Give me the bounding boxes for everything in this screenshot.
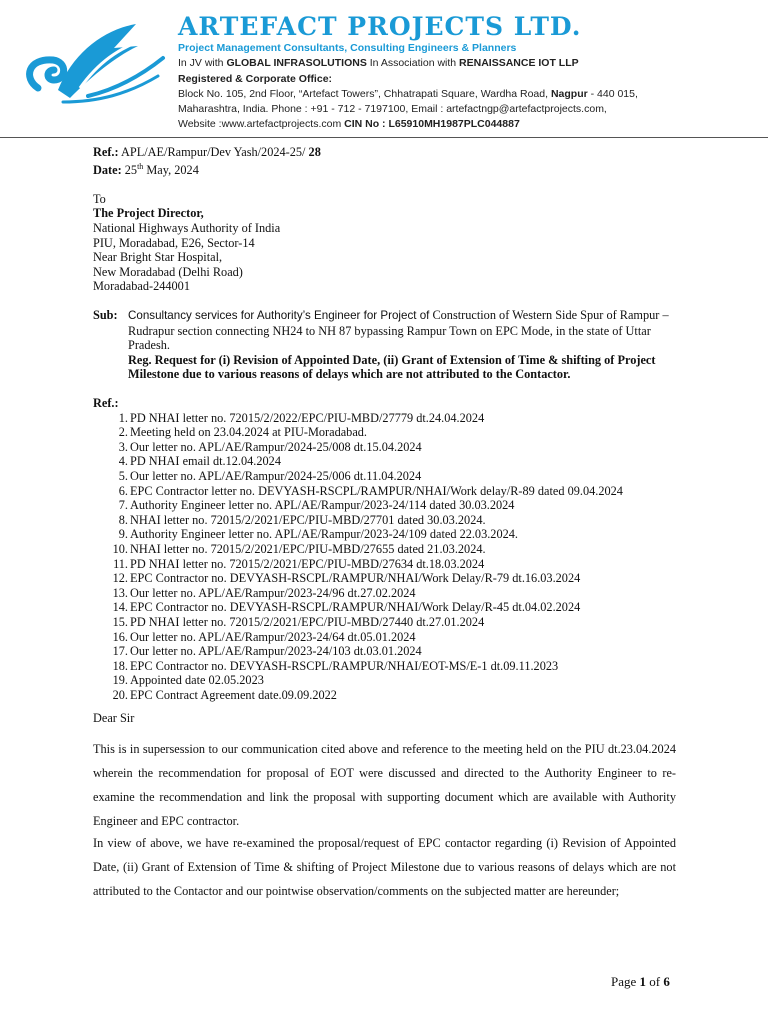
page-number: Page 1 of 6 [611,974,670,989]
reference-text: PD NHAI letter no. 72015/2/2021/EPC/PIU-MBD/27440 dt.27.01.2024 [130,614,485,629]
paragraph-1: This is in supersession to our communication cited above and reference to the meeting held on the PIU dt.23.04.2024 wherein the recommendation for proposal of EOT were discussed and directed to the Authority Engineer to re-examine the recommendation and link the proposal with supporting document which are available with Authority Engineer and EPC contractor. [93,742,676,828]
reference-text: Appointed date 02.05.2023 [130,673,264,688]
reference-item [93,615,683,630]
reference-number: 16. [112,629,128,644]
reference-text: NHAI letter no. 72015/2/2021/EPC/PIU-MBD/27701 dated 30.03.2024. [130,512,486,527]
reference-item [93,425,683,440]
reference-item [93,411,683,426]
reference-number: 19. [112,673,128,688]
company-name: ARTEFACT PROJECTS LTD. [178,12,582,41]
reference-text: Our letter no. APL/AE/Rampur/2024-25/008 dt.15.04.2024 [130,439,422,454]
address-line-1: Block No. 105, 2nd Floor, “Artefact Towers”, Chhatrapati Square, Wardha Road, Nagpur - 440 015, [178,88,638,100]
reference-text: NHAI letter no. 72015/2/2021/EPC/PIU-MBD/27655 dated 21.03.2024. [130,541,486,556]
reference-number: 12. [112,571,128,586]
references-list [93,396,683,702]
reference-item [93,557,683,572]
recipient-line: National Highways Authority of India [93,221,281,236]
reference-item [93,469,683,484]
reference-text: EPC Contractor no. DEVYASH-RSCPL/RAMPUR/NHAI/Work Delay/R-45 dt.04.02.2024 [130,600,581,615]
reference-item [93,644,683,659]
reference-text: Our letter no. APL/AE/Rampur/2023-24/96 dt.27.02.2024 [130,585,416,600]
reference-text: PD NHAI letter no. 72015/2/2022/EPC/PIU-MBD/27779 dt.24.04.2024 [130,410,485,425]
reference-item [93,571,683,586]
reference-item [93,630,683,645]
date-line: Date: 25th May, 2024 [93,161,199,177]
office-label: Registered & Corporate Office: [178,73,333,85]
subject-text: Consultancy services for Authority’s Engineer for Project of Construction of Western Side Spur of Rampur – Rudrapur section connecting NH24 to NH 87 bypassing Rampur Town on EPC Mode, in the state of Uttar Pradesh. Reg. Request for (i) Revision of Appointed Date, (ii) Grant of Extension of Time & shifting of Project Milestone due to various reasons of delays which are not attributed to the Contactor. [128,308,678,382]
reference-text: EPC Contractor letter no. DEVYASH-RSCPL/RAMPUR/NHAI/Work delay/R-89 dated 09.04.2024 [130,483,623,498]
reference-number: 14. [112,600,128,615]
reference-number: 10. [112,541,128,556]
reference-number: 4. [118,454,128,469]
company-tagline: Project Management Consultants, Consulting Engineers & Planners [178,42,517,54]
reference-item [93,542,683,557]
reference-number: 2. [118,425,128,440]
reference-item [93,659,683,674]
references-title: Ref.: [93,396,119,410]
reference-line: Ref.: APL/AE/Rampur/Dev Yash/2024-25/ 28 [93,145,321,159]
reference-text: EPC Contract Agreement date.09.09.2022 [130,687,337,702]
reference-number: 13. [112,585,128,600]
reference-item [93,440,683,455]
header-divider [0,137,768,138]
reference-item [93,484,683,499]
reference-number: 9. [118,527,128,542]
letterhead [0,0,768,140]
recipient-title: The Project Director, [93,206,204,221]
reference-number: 3. [118,439,128,454]
reference-number: 17. [112,644,128,659]
reference-text: Our letter no. APL/AE/Rampur/2024-25/006 dt.11.04.2024 [130,468,422,483]
reference-text: Our letter no. APL/AE/Rampur/2023-24/64 dt.05.01.2024 [130,629,416,644]
paragraph-2: In view of above, we have re-examined the proposal/request of EPC contactor regarding (i) Revision of Appointed Date, (ii) Grant of Extension of Time & shifting of Project Milestone due to various reasons of delays which are not attributed to the Contactor and our pointwise observation/comments on the subjected matter are hereunder; [93,836,676,898]
reference-item [93,498,683,513]
recipient-line: PIU, Moradabad, E26, Sector-14 [93,235,255,250]
reference-number: 7. [118,498,128,513]
reference-text: EPC Contractor no. DEVYASH-RSCPL/RAMPUR/NHAI/EOT-MS/E-1 dt.09.11.2023 [130,658,559,673]
reference-item [93,673,683,688]
reference-item [93,688,683,703]
address-line-2: Maharashtra, India. Phone : +91 - 712 - 7197100, Email : artefactngp@artefactprojects.com, [178,103,607,115]
salutation-block [93,711,676,726]
reference-number: 1. [118,410,128,425]
jv-line: In JV with GLOBAL INFRASOLUTIONS In Association with RENAISSANCE IOT LLP [178,57,579,69]
reference-item [93,586,683,601]
salutation: Dear Sir [93,711,135,725]
reference-text: Authority Engineer letter no. APL/AE/Rampur/2023-24/114 dated 30.03.2024 [130,498,515,513]
reference-text: EPC Contractor no. DEVYASH-RSCPL/RAMPUR/NHAI/Work Delay/R-79 dt.16.03.2024 [130,571,581,586]
reference-number: 8. [118,512,128,527]
reference-number: 5. [118,468,128,483]
reference-number: 11. [113,556,128,571]
reference-number: 15. [112,614,128,629]
subject-request: Reg. Request for (i) Revision of Appointed Date, (ii) Grant of Extension of Time & shifting of Project Milestone due to various reasons of delays which are not attributed to the Contactor. [128,352,656,382]
recipient-line: New Moradabad (Delhi Road) [93,264,243,279]
reference-text: Authority Engineer letter no. APL/AE/Rampur/2023-24/109 dated 22.03.2024. [130,527,518,542]
letter-header [93,145,678,294]
reference-item [93,527,683,542]
to-label: To [93,191,106,206]
reference-number: 18. [112,658,128,673]
reference-text: PD NHAI email dt.12.04.2024 [130,454,281,469]
recipient-line: Moradabad-244001 [93,279,190,294]
reference-item [93,513,683,528]
reference-text: Meeting held on 23.04.2024 at PIU-Moradabad. [130,425,368,440]
website-line: Website :www.artefactprojects.com CIN No : L65910MH1987PLC044887 [178,118,520,130]
recipient-line: Near Bright Star Hospital, [93,250,223,265]
reference-number: 6. [118,483,128,498]
subject-label: Sub: [93,308,118,322]
reference-number: 20. [112,687,128,702]
reference-text: PD NHAI letter no. 72015/2/2021/EPC/PIU-MBD/27634 dt.18.03.2024 [130,556,485,571]
reference-text: Our letter no. APL/AE/Rampur/2023-24/103 dt.03.01.2024 [130,644,422,659]
reference-item [93,454,683,469]
company-logo-icon [18,18,168,110]
reference-item [93,600,683,615]
